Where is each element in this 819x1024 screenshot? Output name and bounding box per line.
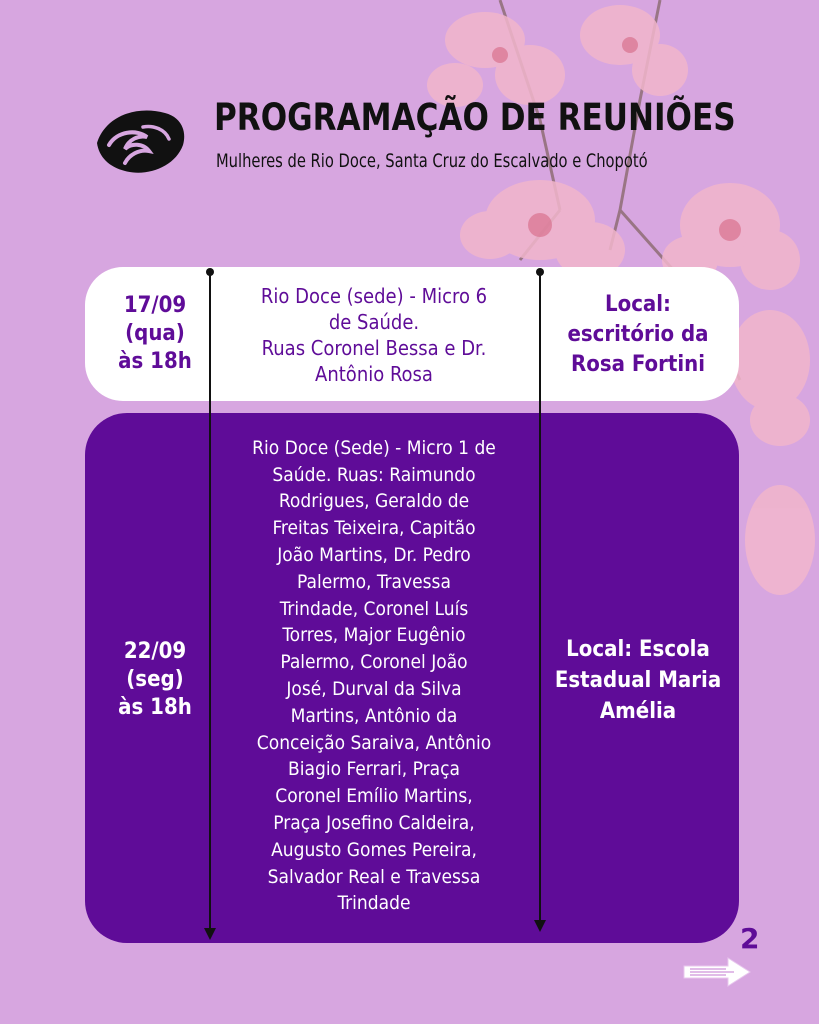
meeting-2-local: Local: Escola Estadual Maria Amélia xyxy=(554,636,722,724)
divider-2-line xyxy=(539,272,541,924)
divider-1-arrowhead xyxy=(204,928,216,940)
page-subtitle: Mulheres de Rio Doce, Santa Cruz do Escalvado e Chopotó xyxy=(216,150,648,172)
meeting-2-date: 22/09 (seg) às 18h xyxy=(118,639,192,720)
divider-2-arrowhead xyxy=(534,920,546,932)
meeting-1-address: Rio Doce (sede) - Micro 6 de Saúde. Ruas Coronel Bessa e Dr. Antônio Rosa xyxy=(260,284,488,386)
arrow-right-icon[interactable] xyxy=(682,956,752,988)
divider-1-line xyxy=(209,272,211,932)
page-number: 2 xyxy=(740,922,760,955)
meeting-1-local: Local: escritório da Rosa Fortini xyxy=(567,292,709,377)
page-title: PROGRAMAÇÃO DE REUNIÕES xyxy=(214,96,736,139)
meeting-1-date: 17/09 (qua) às 18h xyxy=(118,293,192,374)
wave-logo-icon xyxy=(95,105,187,177)
meeting-2-address: Rio Doce (Sede) - Micro 1 de Saúde. Ruas: Raimundo Rodrigues, Geraldo de Freitas Teixeira, Capitão João Martins, Dr. Pedro Palermo, Travessa Trindade, Coronel Luís Torres, Major Eugênio Palermo, Coronel João José, Durval da Silva Martins, Antônio da Conceição Saraiva, Antônio Biagio Ferrari, Praça Coronel Emílio Martins, Praça Josefino Caldeira, Augusto Gomes Pereira, Salvador Real e Travessa Trindade xyxy=(252,436,496,915)
